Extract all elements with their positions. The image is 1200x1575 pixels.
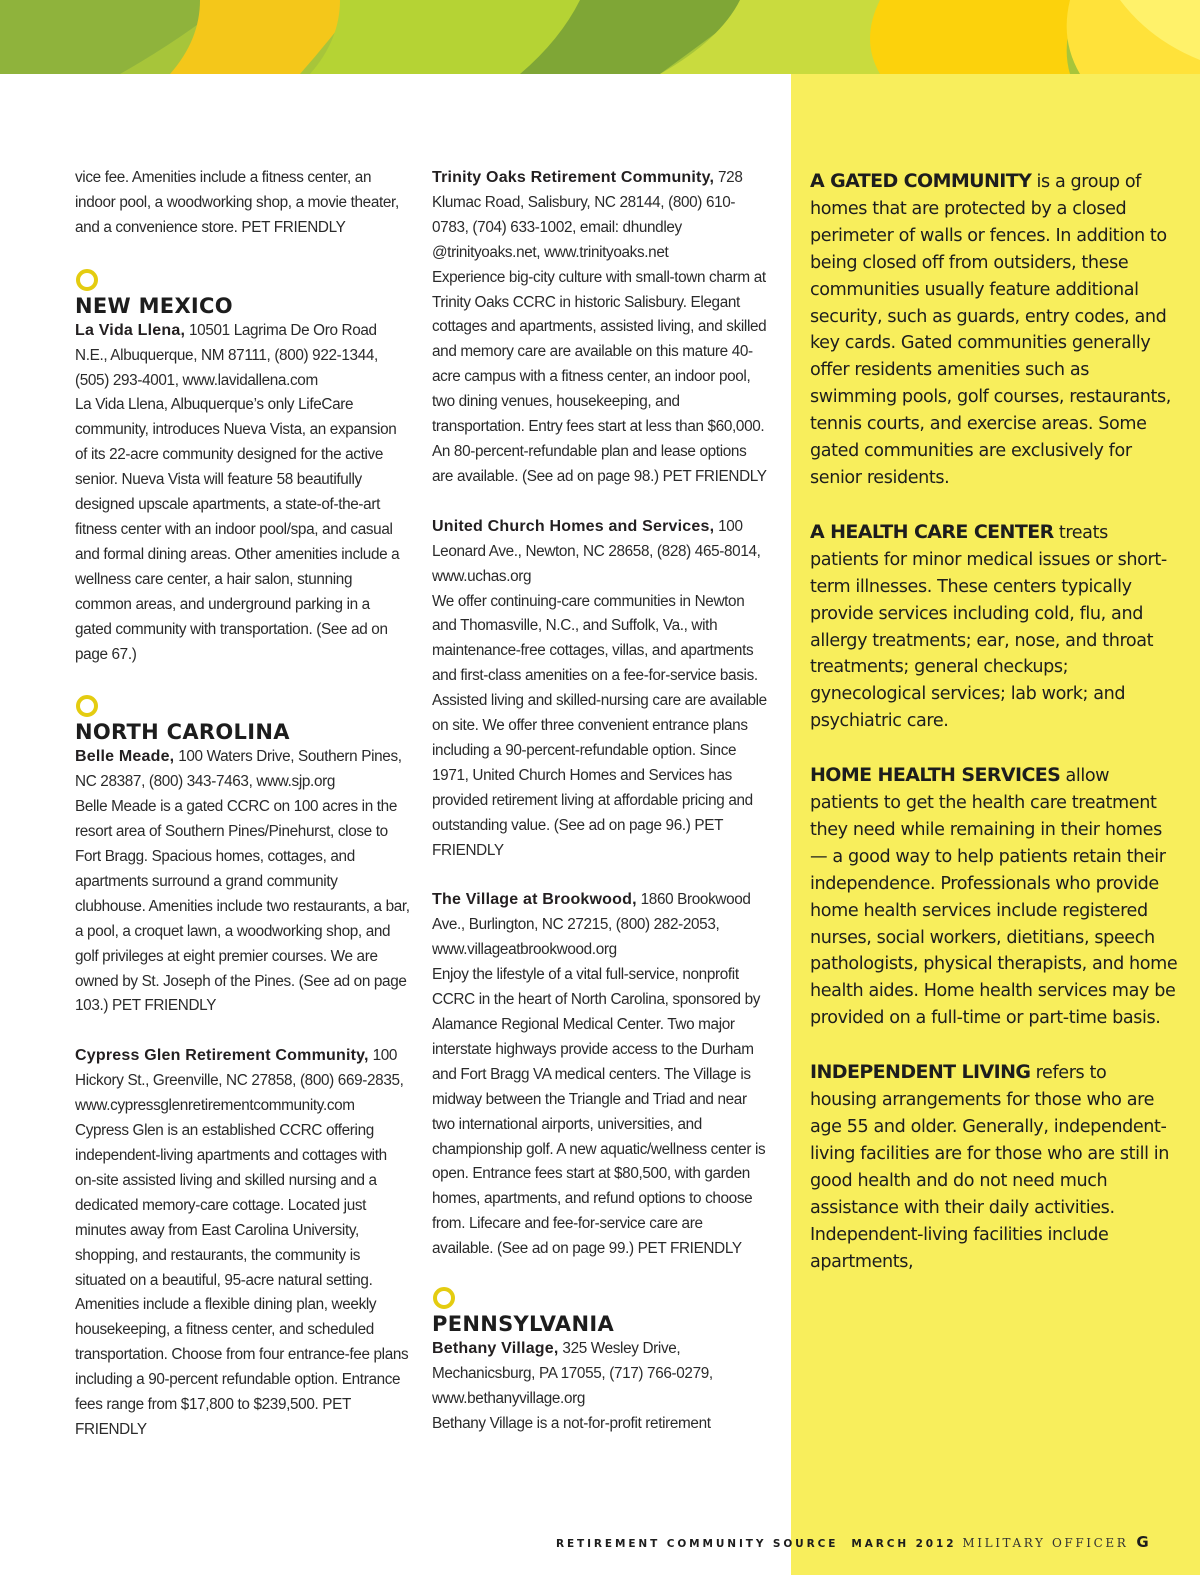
listing-entry: [432, 888, 767, 1262]
glossary-entry: [810, 762, 1178, 1032]
glossary-term: INDEPENDENT LIVING: [810, 1061, 1031, 1084]
listing-continuation: vice fee. Amenities include a fitness center, an indoor pool, a woodworking shop, a movie theater, and a convenience store. PET FRIENDLY: [75, 169, 399, 236]
listing-description: Bethany Village is a not-for-profit retirement: [432, 1414, 711, 1432]
listing-address: 100 Hickory St., Greenville, NC 27858, (800) 669-2835, www.cypressglenretirementcommunity.com: [75, 1047, 404, 1115]
listing-entry: [432, 515, 767, 864]
listing-entry: [432, 166, 767, 490]
state-marker-icon: [76, 695, 98, 717]
state-section-pennsylvania: [432, 1287, 767, 1437]
state-section-north-carolina: [75, 695, 410, 1442]
decorative-banner: [0, 0, 1200, 74]
listing-address: 100 Leonard Ave., Newton, NC 28658, (828) 465-8014, www.uchas.org: [432, 517, 761, 585]
listing-entry: [75, 319, 410, 668]
listing-description: Belle Meade is a gated CCRC on 100 acres in the resort area of Southern Pines/Pinehurst, close to Fort Bragg. Spacious homes, cottages, and apartments surround a grand community clubhouse. Amenities include two restaurants, a bar, a pool, a croquet lawn, a woodworking shop, and golf privileges at eight premier courses. We are owned by St. Joseph of the Pines. (See ad on page 103.) PET FRIENDLY: [75, 798, 410, 1015]
listing-entry: [75, 1044, 410, 1443]
listing-name: Cypress Glen Retirement Community,: [75, 1047, 369, 1065]
listing-header: [432, 888, 767, 963]
state-marker-icon: [76, 269, 98, 291]
state-heading: NEW MEXICO: [75, 293, 233, 318]
listing-address: 1860 Brookwood Ave., Burlington, NC 27215, (800) 282-2053, www.villageatbrookwood.org: [432, 891, 751, 959]
listing-header: [432, 166, 767, 266]
glossary-term: A HEALTH CARE CENTER: [810, 520, 1054, 543]
listing-header: [432, 1337, 767, 1412]
listing-name: Belle Meade,: [75, 748, 175, 766]
footer-section-label: RETIREMENT COMMUNITY SOURCE MARCH 2012: [556, 1538, 957, 1550]
listing-description: La Vida Llena, Albuquerque’s only LifeCare community, introduces Nueva Vista, an expansion of its 22-acre community designed for the active senior. Nueva Vista will feature 58 beautifully designed upscale apartments, a state-of-the-art fitness center with an indoor pool/spa, and casual and formal dining areas. Other amenities include a wellness care center, a hair salon, stunning common areas, and underground parking in a gated community with transportation. (See ad on page 67.): [75, 396, 400, 663]
listing-description: Enjoy the lifestyle of a vital full-service, nonprofit CCRC in the heart of North Carolina, sponsored by Alamance Regional Medical Center. Two major interstate highways provide access to the Durham and Fort Bragg VA medical centers. The Village is midway between the Triangle and Triad and near two international airports, universities, and championship golf. A new aquatic/wellness center is open. Entrance fees start at $80,500, with garden homes, apartments, and refund options to choose from. Lifecare and fee-for-service care are available. (See ad on page 99.) PET FRIENDLY: [432, 966, 766, 1258]
listing-entry: [75, 745, 410, 1019]
listing-address: 10501 Lagrima De Oro Road N.E., Albuquerque, NM 87111, (800) 922-1344, (505) 293-4001, www.lavidallena.com: [75, 321, 378, 389]
page-number: G: [1136, 1533, 1149, 1551]
listing-description: Experience big-city culture with small-town charm at Trinity Oaks CCRC in historic Salisbury. Elegant cottages and apartments, assisted living, and skilled and memory care are available on this mature 40-acre campus with a fitness center, an indoor pool, two dining venues, housekeeping, and transportation. Entry fees start at less than $60,000. An 80-percent-refundable plan and lease options are available. (See ad on page 98.) PET FRIENDLY: [432, 268, 767, 485]
page-footer: [556, 1533, 1149, 1553]
glossary-entry: [810, 168, 1178, 492]
listing-description: Cypress Glen is an established CCRC offering independent-living apartments and cottages with on-site assisted living and skilled nursing and a dedicated memory-care cottage. Located just minutes away from East Carolina University, shopping, and restaurants, the community is situated on a beautiful, 95-acre natural setting. Amenities include a flexible dining plan, weekly housekeeping, a fitness center, and scheduled transportation. Choose from four entrance-fee plans including a 90-percent refundable option. Entrance fees range from $17,800 to $239,500. PET FRIENDLY: [75, 1122, 409, 1438]
listing-name: La Vida Llena,: [75, 321, 186, 339]
listing-header: [75, 319, 410, 394]
glossary-entry: [810, 1059, 1178, 1275]
glossary-definition: is a group of homes that are protected by a closed perimeter of walls or fences. In addition to being closed off from outsiders, these communities usually feature additional security, such as guards, entry codes, and key cards. Gated communities generally offer residents amenities such as swimming pools, golf courses, restaurants, tennis courts, and exercise areas. Some gated communities are exclusively for senior residents.: [810, 172, 1171, 488]
listing-entry: [432, 1337, 767, 1437]
footer-magazine-name: MILITARY OFFICER: [962, 1536, 1129, 1550]
glossary-sidebar: [810, 168, 1178, 1302]
state-marker-icon: [433, 1287, 455, 1309]
listing-name: Trinity Oaks Retirement Community,: [432, 169, 715, 186]
listing-address: 325 Wesley Drive, Mechanicsburg, PA 17055, (717) 766-0279, www.bethanyvillage.org: [432, 1340, 713, 1407]
glossary-entry: [810, 519, 1178, 735]
glossary-definition: allow patients to get the health care treatment they need while remaining in their homes — a good way to help patients retain their independence. Professionals who provide home health services include registered nurses, social workers, dietitians, speech pathologists, physical therapists, and home health aides. Home health services may be provided on a full-time or part-time basis.: [810, 766, 1178, 1029]
listing-name: United Church Homes and Services,: [432, 517, 715, 535]
state-section-new-mexico: [75, 269, 410, 668]
listings-column-1: [75, 166, 410, 1468]
listing-description: We offer continuing-care communities in Newton and Thomasville, N.C., and Suffolk, Va., with maintenance-free cottages, villas, and apartments and first-class amenities on a fee-for-service basis. Assisted living and skilled-nursing care are available on site. We offer three convenient entrance plans including a 90-percent-refundable option. Since 1971, United Church Homes and Services has provided retirement living at affordable pricing and outstanding value. (See ad on page 96.) PET FRIENDLY: [432, 592, 767, 859]
state-heading: NORTH CAROLINA: [75, 720, 290, 745]
glossary-term: A GATED COMMUNITY: [810, 170, 1032, 192]
glossary-definition: refers to housing arrangements for those who are age 55 and older. Generally, independent-living facilities are for those who are still in good health and do not need much assistance with their daily activities. Independent-living facilities include apartments,: [810, 1063, 1169, 1272]
listing-name: Bethany Village,: [432, 1340, 559, 1358]
glossary-definition: treats patients for minor medical issues or short-term illnesses. These centers typically provide services including cold, flu, and allergy treatments; ear, nose, and throat treatments; general checkups; gynecological services; lab work; and psychiatric care.: [810, 522, 1167, 732]
listing-header: [75, 1044, 410, 1119]
listing-name: The Village at Brookwood,: [432, 891, 637, 909]
listing-address: 100 Waters Drive, Southern Pines, NC 28387, (800) 343-7463, www.sjp.org: [75, 748, 402, 791]
state-heading: PENNSYLVANIA: [432, 1312, 615, 1337]
listing-header: [432, 515, 767, 590]
listing-header: [75, 745, 410, 795]
glossary-term: HOME HEALTH SERVICES: [810, 764, 1061, 787]
listings-column-2: [432, 166, 767, 1437]
listing-address: 728 Klumac Road, Salisbury, NC 28144, (800) 610-0783, (704) 633-1002, email: dhundley @trinityoaks.net, www.trinityoaks.net: [432, 169, 743, 261]
